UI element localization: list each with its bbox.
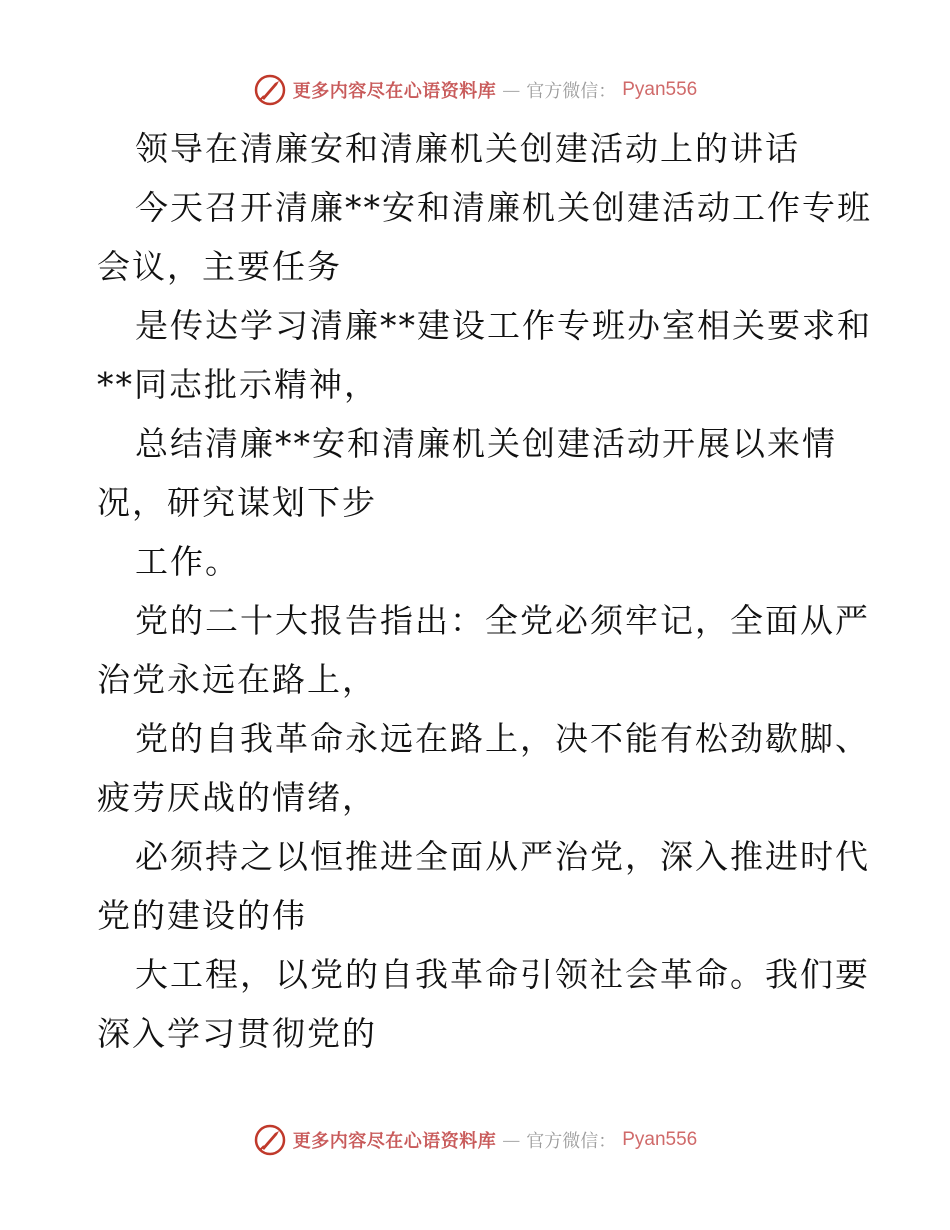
- text-line: 是传达学习清廉**建设工作专班办室相关要求和: [135, 306, 872, 345]
- watermark-label: 官方微信：: [526, 81, 617, 102]
- quill-logo-icon: [253, 73, 287, 107]
- document-body: [97, 119, 872, 1063]
- text-line: 党的建设的伟: [97, 896, 307, 935]
- text-line: 党的自我革命永远在路上，决不能有松劲歇脚、: [135, 719, 870, 758]
- text-line: 工作。: [135, 542, 240, 581]
- text-line: **同志批示精神，: [97, 365, 379, 404]
- watermark-label: 官方微信：: [526, 1131, 617, 1152]
- quill-logo-icon: [253, 1123, 287, 1157]
- text-line: 大工程，以党的自我革命引领社会革命。我们要: [135, 955, 870, 994]
- watermark-text: 更多内容尽在心语资料库: [292, 81, 497, 102]
- footer-watermark: [0, 1120, 950, 1160]
- text-line: 党的二十大报告指出：全党必须牢记，全面从严: [135, 601, 870, 640]
- text-line: 总结清廉**安和清廉机关创建活动开展以来情: [135, 424, 837, 463]
- text-line: 治党永远在路上，: [97, 660, 377, 699]
- header-watermark: [0, 70, 950, 110]
- watermark-id: Pyan556: [622, 79, 698, 100]
- text-line: 深入学习贯彻党的: [97, 1014, 377, 1053]
- text-line: 今天召开清廉**安和清廉机关创建活动工作专班: [135, 188, 872, 227]
- text-line: 必须持之以恒推进全面从严治党，深入推进时代: [135, 837, 870, 876]
- watermark-dash: —: [502, 1129, 521, 1151]
- text-line: 况，研究谋划下步: [97, 483, 377, 522]
- text-line: 疲劳厌战的情绪，: [97, 778, 377, 817]
- watermark-id: Pyan556: [622, 1129, 698, 1150]
- watermark-text: 更多内容尽在心语资料库: [292, 1131, 497, 1152]
- watermark-dash: —: [502, 79, 521, 101]
- text-line: 领导在清廉安和清廉机关创建活动上的讲话: [135, 129, 800, 168]
- text-line: 会议，主要任务: [97, 247, 342, 286]
